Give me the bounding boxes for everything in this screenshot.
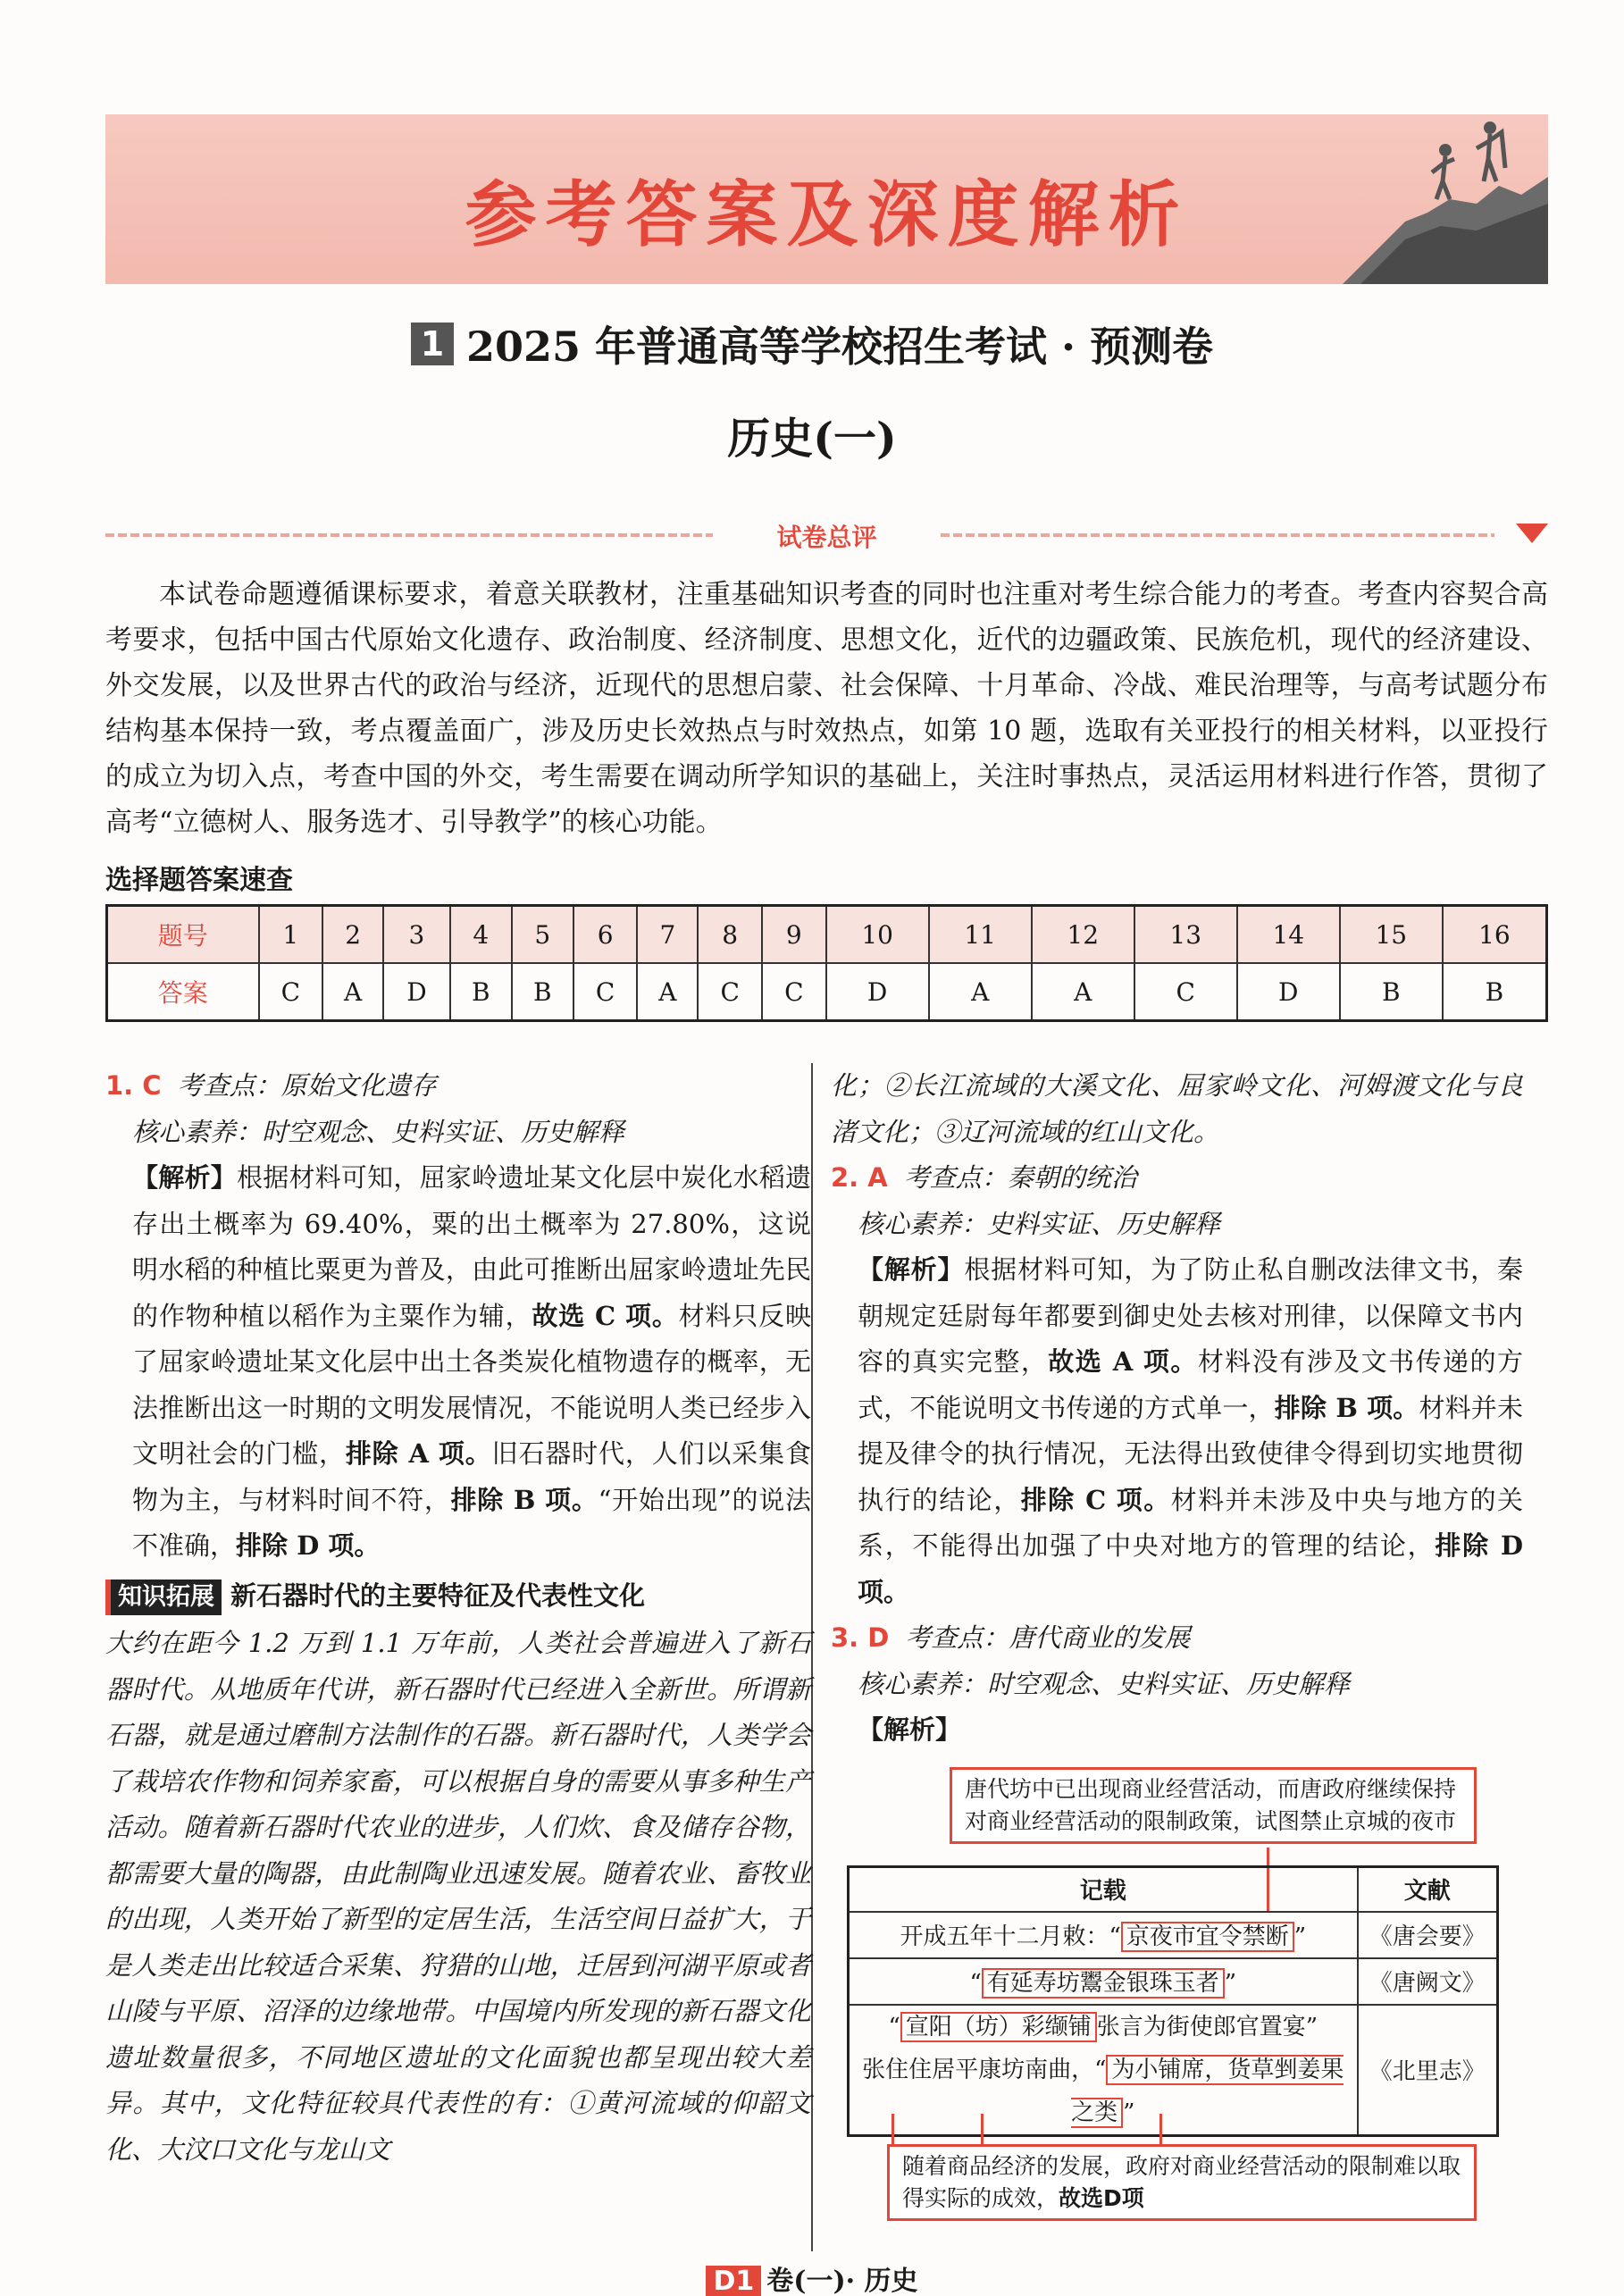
question-number-cell: 3	[383, 906, 450, 964]
callout-bottom-text: 随着商品经济的发展，政府对商业经营活动的限制难以取得实际的成效，	[902, 2153, 1461, 2211]
q1-bold-2: 排除 A 项。	[345, 1438, 492, 1469]
question-number-cell: 1	[259, 906, 323, 964]
summary-paragraph: 本试卷命题遵循课标要求，着意关联教材，注重基础知识考查的同时也注重对考生综合能力的考查。考查内容契合高考要求，包括中国古代原始文化遗存、政治制度、经济制度、思想文化，近代的边疆政策、民族危机，现代的经济建设、外交发展，以及世界古代的政治与经济，近现代的思想启蒙、社会保障、十月革命、冷战、难民治理等，与高考试题分布结构基本保持一致，考点覆盖面广，涉及历史长效热点与时效热点，如第 10 题，选取有关亚投行的相关材料，以亚投行的成立为切入点，考查中国的外交，考生需要在调动所学知识的基础上，关注时事热点，灵活运用材料进行作答，贯彻了高考“立德树人、服务选才、引导教学”的核心功能。	[105, 579, 1548, 838]
question-number-row	[107, 906, 1547, 964]
question-number-cell: 14	[1237, 906, 1340, 964]
question-number-cell: 16	[1443, 906, 1547, 964]
question-number-cell: 7	[637, 906, 698, 964]
exam-number-badge: 1	[411, 323, 454, 365]
triangle-marker-icon	[1516, 524, 1548, 543]
arrow-down-line-2	[981, 2114, 984, 2144]
answer-cell: C	[573, 963, 638, 1021]
q2-header	[831, 1155, 1523, 1202]
exam-heading	[0, 314, 1624, 373]
records-header-row	[849, 1867, 1498, 1912]
left-column	[105, 1063, 811, 2173]
q3-tag: 【解析】	[858, 1714, 962, 1745]
banner-title: 参考答案及深度解析	[465, 172, 1189, 256]
record-text	[849, 1958, 1358, 2005]
q1-header	[105, 1063, 811, 1110]
question-number-cell: 4	[450, 906, 512, 964]
answer-cell: C	[1134, 963, 1237, 1021]
arrow-down-line-3	[1159, 2114, 1162, 2144]
question-number-cell: 9	[762, 906, 826, 964]
q2-text-1: 根据材料可知，为了防止私自删改法律文书，秦朝规定廷尉每年都要到御史处去核对刑律，以保障文书内容的真实完整，	[858, 1254, 1523, 1377]
question-number-cell: 6	[573, 906, 638, 964]
right-column	[831, 1063, 1523, 1754]
record-boxed: 京夜市宜令禁断	[1121, 1922, 1294, 1952]
q2-answer: 2. A	[831, 1162, 888, 1193]
record-suffix: ”	[1293, 1923, 1307, 1950]
callout-bottom-bold: 故选D项	[1059, 2185, 1144, 2211]
q1-answer: 1. C	[105, 1070, 162, 1101]
answer-cell: A	[1032, 963, 1134, 1021]
question-number-cell: 5	[512, 906, 573, 964]
header-banner	[105, 114, 1548, 284]
question-number-cell: 11	[929, 906, 1032, 964]
q1-tag: 【解析】	[132, 1162, 237, 1193]
row-header-number: 题号	[107, 906, 259, 964]
record-text	[849, 1912, 1358, 1958]
extension-continued: 化；②长江流域的大溪文化、屈家岭文化、河姆渡文化与良渚文化；③辽河流域的红山文化。	[831, 1070, 1523, 1147]
answer-table	[105, 904, 1548, 1022]
q2-analysis	[831, 1247, 1523, 1615]
q1-text-1: 根据材料可知，屈家岭遗址某文化层中炭化水稻遗存出土概率为 69.40%，粟的出土概率为 27.80%，这说明水稻的种植比粟更为普及，由此可推断出屈家岭遗址先民的作物种植以稻作为主粟作为辅，	[132, 1162, 811, 1331]
question-number-cell: 12	[1032, 906, 1134, 964]
header-source: 文献	[1358, 1867, 1498, 1912]
section-title: 试卷总评	[776, 523, 877, 552]
answer-cell: C	[259, 963, 323, 1021]
q2-bold-2: 排除 B 项。	[1274, 1392, 1419, 1423]
q2-bold-4: 排除 D 项。	[858, 1530, 1523, 1607]
extension-title-row	[105, 1573, 811, 1620]
q2-text-3: 材料并未提及律令的执行情况，无法得出致使律令得到切实地贯彻执行的结论，	[858, 1392, 1523, 1515]
q1-bold-4: 排除 D 项。	[236, 1530, 381, 1561]
answer-cell: B	[512, 963, 573, 1021]
q2-tag: 【解析】	[858, 1254, 965, 1285]
q1-text-2: 材料只反映了屈家岭遗址某文化层中出土各类炭化植物遗存的概率，无法推断出这一时期的文明发展情况，不能说明人类已经步入文明社会的门槛，	[132, 1300, 811, 1469]
record-boxed: 有延寿坊鬻金银珠玉者	[982, 1968, 1225, 1999]
answer-table-title: 选择题答案速查	[105, 865, 293, 896]
question-number-cell: 15	[1340, 906, 1443, 964]
exam-title: 2025 年普通高等学校招生考试 · 预测卷	[465, 323, 1214, 371]
q3-header	[831, 1615, 1523, 1662]
q3-answer: 3. D	[831, 1622, 890, 1653]
question-number-cell: 13	[1134, 906, 1237, 964]
arrow-down-line-1	[892, 2114, 894, 2144]
record-boxed: 为小铺席，货草剉姜果之类	[1071, 2056, 1344, 2126]
page-number: D1	[706, 2266, 761, 2296]
q1-analysis	[105, 1155, 811, 1570]
q3-analysis-diagram	[847, 1758, 1499, 2225]
callout-bottom	[887, 2144, 1477, 2221]
record-source: 《唐阙文》	[1358, 1958, 1498, 2005]
q1-point: 考查点：原始文化遗存	[177, 1070, 437, 1101]
answer-cell: A	[637, 963, 698, 1021]
q1-literacy: 核心素养：时空观念、史料实证、历史解释	[132, 1116, 625, 1147]
record-row	[849, 1912, 1498, 1958]
record-source: 《北里志》	[1358, 2005, 1498, 2136]
record-line-1	[855, 2006, 1352, 2049]
q1-text-3: 旧石器时代，人们以采集食物为主，与材料时间不符，	[132, 1438, 811, 1515]
q2-text-2: 材料没有涉及文书传递的方式，不能说明文书传递的方式单一，	[858, 1346, 1523, 1423]
answer-cell: C	[762, 963, 826, 1021]
record-row	[849, 1958, 1498, 2005]
answer-cell: B	[1340, 963, 1443, 1021]
column-divider	[811, 1063, 813, 2251]
answer-cell: B	[1443, 963, 1547, 1021]
record-prefix: “	[888, 2013, 900, 2040]
answer-cell: C	[698, 963, 762, 1021]
record-prefix: 开成五年十二月敕：“	[900, 1923, 1121, 1950]
answer-cell: D	[1237, 963, 1340, 1021]
subject-title: 历史(一)	[727, 414, 897, 464]
q2-literacy: 核心素养：史料实证、历史解释	[858, 1208, 1221, 1239]
extension-badge: 知识拓展	[105, 1580, 222, 1615]
section-divider	[105, 518, 1548, 550]
q3-literacy: 核心素养：时空观念、史料实证、历史解释	[858, 1668, 1351, 1699]
q1-bold-3: 排除 B 项。	[450, 1484, 599, 1515]
record-line-2	[855, 2049, 1352, 2134]
page-footer	[0, 2258, 1624, 2296]
record-row	[849, 2005, 1498, 2136]
record-prefix: 张住住居平康坊南曲，“	[862, 2056, 1107, 2083]
q2-bold-1: 故选 A 项。	[1048, 1346, 1198, 1377]
answer-cell: B	[450, 963, 512, 1021]
answer-cell: D	[826, 963, 929, 1021]
q1-text-4: “开始出现”的说法不准确，	[132, 1484, 811, 1561]
record-suffix: ”	[1123, 2099, 1135, 2126]
records-table	[847, 1865, 1499, 2137]
record-boxed: 宣阳（坊）彩缬铺	[900, 2012, 1097, 2042]
answer-cell: D	[383, 963, 450, 1021]
record-suffix: ”	[1224, 1970, 1237, 1997]
row-header-answer: 答案	[107, 963, 259, 1021]
record-suffix: 张言为街使郎官置宴”	[1096, 2013, 1318, 2040]
answer-row	[107, 963, 1547, 1021]
callout-top: 唐代坊中已出现商业经营活动，而唐政府继续保持对商业经营活动的限制政策，试图禁止京城的夜市	[950, 1767, 1477, 1844]
question-number-cell: 10	[826, 906, 929, 964]
q2-point: 考查点：秦朝的统治	[903, 1162, 1137, 1193]
answer-cell: A	[929, 963, 1032, 1021]
q2-text-4: 材料并未涉及中央与地方的关系，不能得出加强了中央对地方的管理的结论，	[858, 1484, 1523, 1561]
record-prefix: “	[969, 1970, 982, 1997]
header-record: 记载	[849, 1867, 1358, 1912]
question-number-cell: 2	[322, 906, 383, 964]
q3-point: 考查点：唐代商业的发展	[905, 1622, 1191, 1653]
q2-bold-3: 排除 C 项。	[1020, 1484, 1171, 1515]
q1-bold-1: 故选 C 项。	[532, 1300, 679, 1331]
mountain-climbers-illustration	[1343, 114, 1548, 284]
answer-cell: A	[322, 963, 383, 1021]
record-text	[849, 2005, 1358, 2136]
record-source: 《唐会要》	[1358, 1912, 1498, 1958]
extension-heading: 新石器时代的主要特征及代表性文化	[230, 1580, 646, 1611]
question-number-cell: 8	[698, 906, 762, 964]
footer-label: 卷(一)· 历史	[766, 2266, 918, 2296]
extension-text: 大约在距今 1.2 万到 1.1 万年前，人类社会普遍进入了新石器时代。从地质年代讲，新石器时代已经进入全新世。所谓新石器，就是通过磨制方法制作的石器。新石器时代，人类学会了栽培农作物和饲养家畜，可以根据自身的需要从事多种生产活动。随着新石器时代农业的进步，人们炊、食及储存谷物，都需要大量的陶器，由此制陶业迅速发展。随着农业、畜牧业的出现，人类开始了新型的定居生活，生活空间日益扩大，于是人类走出比较适合采集、狩猎的山地，迁居到河湖平原或者山陵与平原、沼泽的边缘地带。中国境内所发现的新石器文化遗址数量很多，不同地区遗址的文化面貌也都呈现出较大差异。其中，文化特征较具代表性的有：①黄河流域的仰韶文化、大汶口文化与龙山文	[105, 1628, 811, 2165]
